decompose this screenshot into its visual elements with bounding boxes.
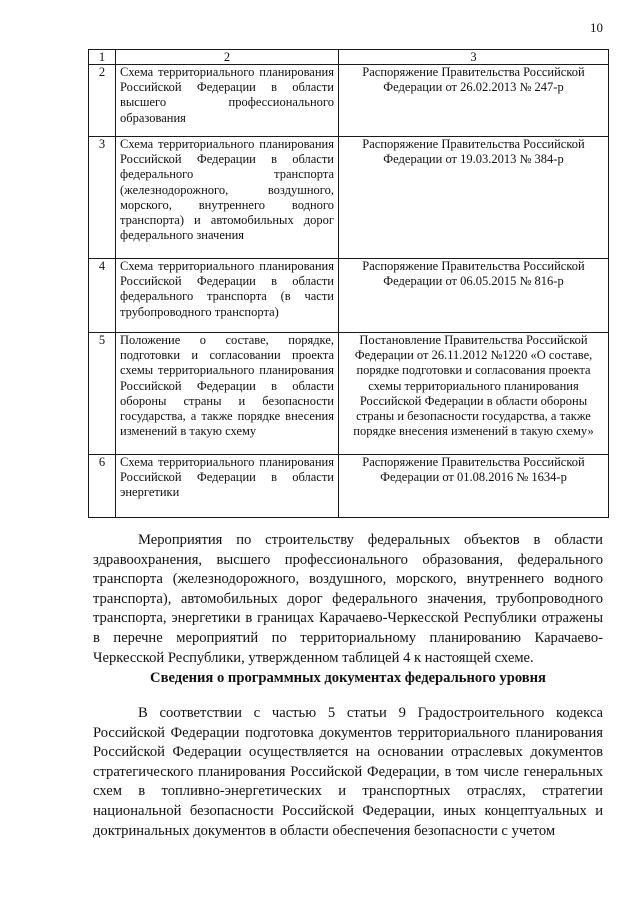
row-document: Постановление Правительства Российской Федерации от 26.11.2012 №1220 «О составе, порядке подготовки и согласования проекта схемы территориального планирования Российской Федерации в области обороны страны и безопасности государства, а также порядке внесения изменений в такую схему»	[339, 333, 609, 455]
row-number: 4	[89, 259, 116, 333]
page-number: 10	[590, 20, 603, 35]
table-row	[89, 65, 609, 137]
table-header-cell: 1	[89, 50, 116, 65]
row-number: 2	[89, 65, 116, 137]
row-number: 3	[89, 137, 116, 259]
row-name: Схема территориального планирования Российской Федерации в области федерального транспорта (железнодорожного, воздушного, морского, внутреннего водного транспорта) и автомобильных дорог федерального значения	[116, 137, 339, 259]
row-document: Распоряжение Правительства Российской Федерации от 01.08.2016 № 1634-р	[339, 455, 609, 518]
section-heading: Сведения о программных документах федерального уровня	[150, 670, 546, 686]
row-number: 6	[89, 455, 116, 518]
row-document: Распоряжение Правительства Российской Федерации от 26.02.2013 № 247-р	[339, 65, 609, 137]
table-header-cell: 2	[116, 50, 339, 65]
row-name: Схема территориального планирования Российской Федерации в области федерального транспорта (в части трубопроводного транспорта)	[116, 259, 339, 333]
row-document: Распоряжение Правительства Российской Федерации от 19.03.2013 № 384-р	[339, 137, 609, 259]
row-document: Распоряжение Правительства Российской Федерации от 06.05.2015 № 816-р	[339, 259, 609, 333]
paragraph-program-documents: В соответствии с частью 5 статьи 9 Градостроительного кодекса Российской Федерации подготовка документов территориального планирования Российской Федерации осуществляется на основании отраслевых документов стратегического планирования Российской Федерации, в том числе генеральных схем в топливно-энергетических и транспортных отраслях, стратегии национальной безопасности Российской Федерации, иных концептуальных и доктринальных документов в области обеспечения безопасности с учетом	[93, 705, 603, 839]
row-name: Схема территориального планирования Российской Федерации в области энергетики	[116, 455, 339, 518]
row-name: Схема территориального планирования Российской Федерации в области высшего профессионального образования	[116, 65, 339, 137]
paragraph-federal-objects: Мероприятия по строительству федеральных объектов в области здравоохранения, высшего профессионального образования, федерального транспорта (железнодорожного, воздушного, морского, внутреннего водного транспорта), автомобильных дорог федерального значения, трубопроводного транспорта, энергетики в границах Карачаево-Черкесской Республики отражены в перечне мероприятий по территориальному планированию Карачаево-Черкесской Республики, утвержденном таблицей 4 к настоящей схеме.	[93, 532, 603, 666]
table-row	[89, 455, 609, 518]
row-number: 5	[89, 333, 116, 455]
row-name: Положение о составе, порядке, подготовки и согласовании проекта схемы территориального планирования Российской Федерации в области обороны страны и безопасности государства, а также порядке внесения изменений в такую схему	[116, 333, 339, 455]
table-row	[89, 259, 609, 333]
table-header-cell: 3	[339, 50, 609, 65]
table-row	[89, 333, 609, 455]
table-row	[89, 137, 609, 259]
documents-table	[88, 49, 609, 518]
table-header-row	[89, 50, 609, 65]
